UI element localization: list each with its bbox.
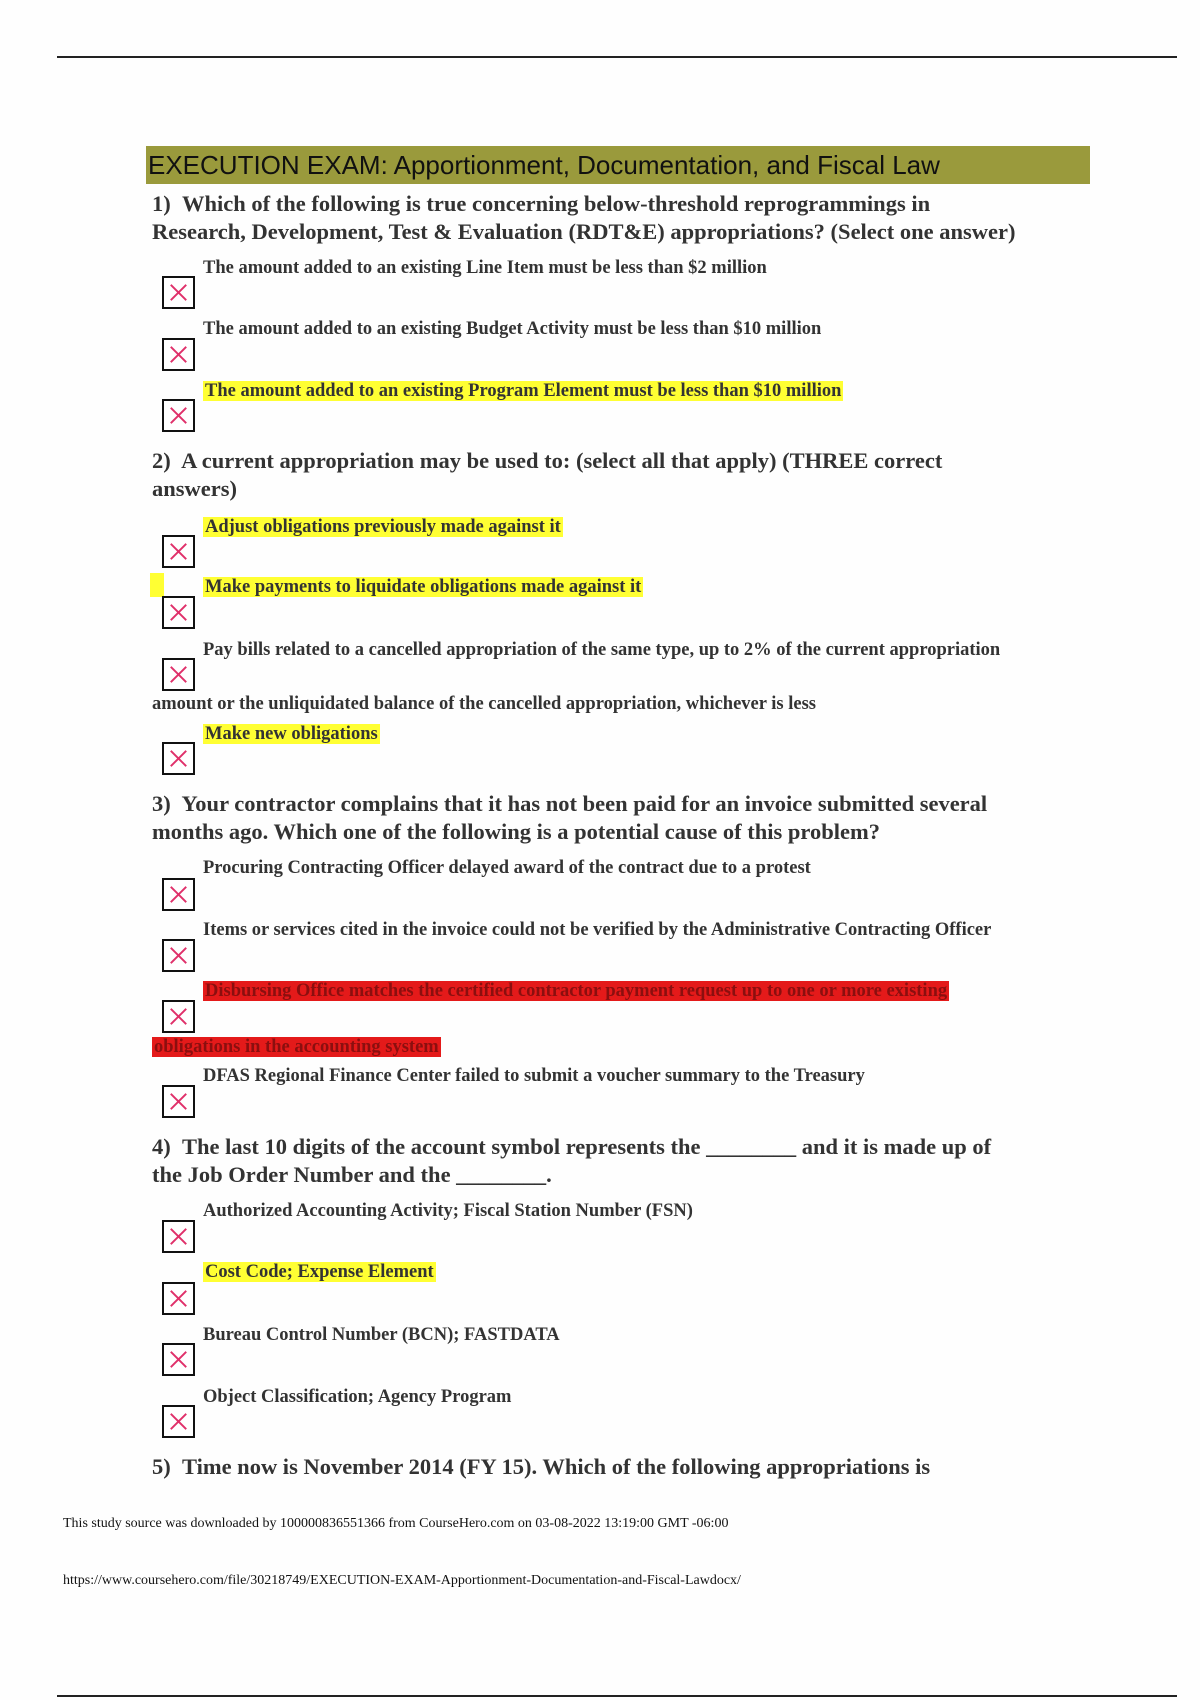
q3-option-3-continuation: obligations in the accounting system [154,1037,439,1057]
exam-title: EXECUTION EXAM: Apportionment, Documentation, and Fiscal Law [146,146,1090,184]
x-mark-icon [164,1087,193,1116]
question-3-line-1: 3) Your contractor complains that it has not been paid for an invoice submitted several [152,791,988,816]
q4-option-2-x-box-icon[interactable] [162,1282,195,1315]
x-mark-icon [164,401,193,430]
q4-option-3-x-box-icon[interactable] [162,1343,195,1376]
q2-option-2-label: Make payments to liquidate obligations made against it [205,577,642,597]
q2-option-1-label: Adjust obligations previously made against it [205,517,561,537]
highlight-mark [150,573,164,597]
question-3 [152,790,1092,846]
x-mark-icon [164,537,193,566]
x-mark-icon [164,744,193,773]
bottom-rule [57,1695,1177,1697]
q1-option-2-label: The amount added to an existing Budget Activity must be less than $10 million [203,319,822,339]
q3-option-4-x-box-icon[interactable] [162,1085,195,1118]
question-4-line-1: 4) The last 10 digits of the account symbol represents the ________ and it is made up of [152,1134,992,1159]
q2-option-1-x-box-icon[interactable] [162,535,195,568]
question-2 [152,447,1092,503]
q3-option-4-label: DFAS Regional Finance Center failed to submit a voucher summary to the Treasury [203,1066,865,1086]
q1-option-3-x-box-icon[interactable] [162,399,195,432]
x-mark-icon [164,660,193,689]
q4-option-2-label: Cost Code; Expense Element [205,1262,434,1282]
q3-option-1-label: Procuring Contracting Officer delayed award of the contract due to a protest [203,858,811,878]
q2-option-3-label: Pay bills related to a cancelled appropriation of the same type, up to 2% of the current appropriation [203,640,1001,660]
q4-option-1-x-box-icon[interactable] [162,1220,195,1253]
q1-option-1-x-box-icon[interactable] [162,276,195,309]
q1-option-3-label: The amount added to an existing Program Element must be less than $10 million [205,381,842,401]
question-1-line-1: 1) Which of the following is true concerning below-threshold reprogrammings in [152,191,931,216]
question-1 [152,190,1092,246]
x-mark-icon [164,1284,193,1313]
question-2-line-2: answers) [152,476,237,501]
q1-option-1-label: The amount added to an existing Line Item must be less than $2 million [203,258,767,278]
q2-option-3-continuation: amount or the unliquidated balance of the cancelled appropriation, whichever is less [152,694,816,714]
footer-url-link[interactable]: https://www.coursehero.com/file/30218749/EXECUTION-EXAM-Apportionment-Documentation-and-Fiscal-Lawdocx/ [63,1573,741,1588]
footer-source-line: This study source was downloaded by 100000836551366 from CourseHero.com on 03-08-2022 13:19:00 GMT -06:00 [63,1516,729,1531]
q4-option-4-label: Object Classification; Agency Program [203,1387,512,1407]
x-mark-icon [164,340,193,369]
q2-option-4-label: Make new obligations [205,724,378,744]
q3-option-3-x-box-icon[interactable] [162,1000,195,1033]
q3-option-1-x-box-icon[interactable] [162,878,195,911]
x-mark-icon [164,880,193,909]
q4-option-4-x-box-icon[interactable] [162,1405,195,1438]
q2-option-3-x-box-icon[interactable] [162,658,195,691]
question-4 [152,1133,1092,1189]
q4-option-1-label: Authorized Accounting Activity; Fiscal Station Number (FSN) [203,1201,693,1221]
top-rule [57,56,1177,58]
x-mark-icon [164,1222,193,1251]
x-mark-icon [164,1002,193,1031]
q4-option-3-label: Bureau Control Number (BCN); FASTDATA [203,1325,560,1345]
q2-option-4-x-box-icon[interactable] [162,742,195,775]
q1-option-2-x-box-icon[interactable] [162,338,195,371]
x-mark-icon [164,1345,193,1374]
question-1-line-2: Research, Development, Test & Evaluation (RDT&E) appropriations? (Select one answer) [152,219,1016,244]
question-3-line-2: months ago. Which one of the following is a potential cause of this problem? [152,819,880,844]
q3-option-3-label: Disbursing Office matches the certified contractor payment request up to one or more existing [205,981,948,1001]
x-mark-icon [164,598,193,627]
question-5-line-1: 5) Time now is November 2014 (FY 15). Which of the following appropriations is [152,1454,931,1479]
q3-option-2-label: Items or services cited in the invoice could not be verified by the Administrative Contracting Officer [203,920,992,940]
x-mark-icon [164,1407,193,1436]
q2-option-2-x-box-icon[interactable] [162,596,195,629]
question-5 [152,1453,1092,1481]
x-mark-icon [164,278,193,307]
q3-option-2-x-box-icon[interactable] [162,939,195,972]
question-2-line-1: 2) A current appropriation may be used to: (select all that apply) (THREE correct [152,448,943,473]
x-mark-icon [164,941,193,970]
question-4-line-2: the Job Order Number and the ________. [152,1162,552,1187]
